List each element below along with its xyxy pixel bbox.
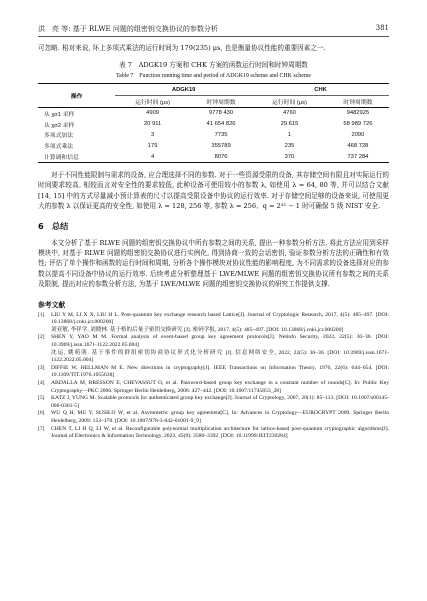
table-cell: 4909: [146, 110, 160, 117]
row-label: 多项式加法: [44, 133, 73, 140]
table-row: [38, 108, 389, 119]
table-cell: 9482925: [346, 110, 370, 117]
reference-item: [2] SHEN Y, YAO M M. Formal analysis of event-based group key agreement protocols[J]. Netinfo Security, 2022, 22(5): 30–36. [DOI: 10.3969/j.issn.1671-1122.2022.05.004]: [38, 334, 389, 349]
reference-item: 沈运, 姚萌萌. 基于事件的群组密钥协商协议形式化分析研究 [J]. 信息网络安全, 2022, 22(5): 30–36. [DOI: 10.3969/j.issn.1671-1122.2022.05.004]: [51, 349, 389, 364]
table-cell: 4760: [283, 110, 296, 117]
table-caption-cn: 表 7 ADGK19 方案和 CHK 方案的函数运行时间和时钟周期数: [119, 61, 308, 70]
row-label: 计算调和信息: [38, 151, 115, 162]
row-label: 从 χσ1 采样: [44, 111, 75, 118]
table-cell: 1: [287, 131, 292, 138]
section-title-summary: 6 总结: [38, 220, 69, 231]
reference-item: [5] KATZ J, YUNG M. Scalable protocols for authenticated group key exchange[J]. Journal of Cryptology, 2007, 20(1): 85–113. [DOI: 10.1007/s00145-006-0361-5]: [38, 395, 389, 409]
subheader: 时钟周期数: [327, 96, 389, 108]
table-cell: 355789: [211, 142, 231, 149]
intro-paragraph: 可忽略. 相对来说, 环上多项式乘法的运行时间为 179(235) μs, 也是衡量协议性能的重要因素之一.: [38, 44, 326, 52]
reference-item: 刘亚敏, 李祥学, 刘晓林. 基于格的后量子密钥交换研究 [J]. 密码学报, 2017, 4(5): 485–497. [DOI: 10.13868/j.cnki.jcr.000200]: [51, 326, 344, 333]
group-header-adgk19: ADGK19: [115, 84, 252, 96]
table-cell: 8076: [190, 151, 252, 162]
subheader: 时钟周期数: [190, 96, 252, 108]
table-cell: 370: [252, 151, 327, 162]
subheader: 运行时间 (μs): [115, 96, 190, 108]
page-number: 381: [375, 24, 389, 32]
row-label: 从 χσ2 采样: [44, 122, 75, 129]
table-row: [38, 151, 389, 162]
reference-list: [38, 312, 389, 441]
table-row: [38, 140, 389, 151]
table-cell: 468 728: [347, 142, 369, 149]
table-cell: 737 284: [327, 151, 389, 162]
reference-item: [1] LIU Y M, LI X X, LIU H L. Post-quantum key exchange research based Lattice[J]. Journal of Cryptologic Research, 2017, 4(5): 485–497. [DOI: 10.13868/j.cnki.jcr.000200]: [38, 311, 389, 326]
table-cell: 41 654 826: [206, 121, 236, 128]
table-row: [38, 130, 389, 141]
table-caption-en: Table 7 Function running time and period of ADGK19 scheme and CHK scheme: [115, 73, 312, 80]
parameter-choice-paragraph: 对于不同性能限制与需求的设备, 应合理选择不同的参数. 对于一些资源受限的设备, 其存储空间有限且对实际运行的时间要求较高, 相较而言对安全性的要求较低, 此种设备可使用较小的参数 λ, 如使用 λ = 64, 80 等, 并可以结合文献 [14, 15] 中的方式尽量减小预计算表的尺寸以提高受限设备中协议的运行效率. 对于存储空间足够的设备来说, 可使用更大的参数 λ 以保证更高的安全性, 如使用 λ = 128, 256 等, 参数 λ = 256、q = 2³² − 1 时可确保 5 级 NIST 安全.: [38, 170, 389, 211]
table-cell: 29 615: [280, 121, 299, 128]
table-cell: 235: [284, 142, 295, 149]
table-cell: 4: [115, 151, 190, 162]
row-label: 多项式乘法: [44, 144, 73, 151]
table-cell: 179: [147, 142, 158, 149]
references-heading: 参考文献: [38, 300, 66, 309]
header-authors-title: 洪 亮 等: 基于 RLWE 问题的组密钥交换协议的参数分析: [38, 25, 218, 33]
table-cell: 3: [150, 131, 155, 138]
paper-page: [38, 24, 389, 441]
reference-item: [7] CHEN T, LI H Q, LI W, et al. Reconfigurable polynomial multiplication architecture for lattice-based post-quantum cryptographic algorithms[J]. Journal of Electronics & Information Technology, 2023, 45(9): 3580–3392. [DOI: 10.11999/JEIT230284]: [38, 425, 389, 440]
table-cell: 20 911: [143, 121, 162, 128]
subheader: 运行时间 (μs): [252, 96, 327, 108]
reference-item: [4] ABDALLA M, BRESSON E, CHEVASSUT O, et al. Password-based group key exchange in a constant number of rounds[C]. In: Public Key Cryptography—PKC 2006. Springer Berlin Heidelberg, 2006: 427–442. [DOI: 10.1007/11745853_28]: [38, 379, 389, 394]
performance-table: [38, 83, 389, 163]
summary-paragraph: 本文分析了基于 RLWE 问题的组密钥交换协议中所有参数之间的关系, 提出一种参数分析方法. 将此方法应用到采样模块中, 对基于 RLWE 问题的组密钥交换协议进行实例化, 得到协商一致的会话密钥, 验证参数分析方法的正确性和有效性; 评估了单个操作和函数的运行时间和周期, 分析各个操作模块对协议性能的影响程度, 为不同需求的设备选择对应的参数以提高不同设备中协议的运行效率. 后续考虑分析整理基于 LWE/MLWE 问题的组密钥交换协议所有参数之间的关系及限制, 提出对应的参数分析方法, 为基于 LWE/MLWE 问题的组密钥交换协议的研究工作提供支撑.: [38, 238, 389, 289]
op-header: 操作: [38, 84, 115, 108]
table-row: [38, 119, 389, 130]
table-cell: 58 989 726: [343, 121, 373, 128]
reference-item: [3] DIFFIE W, HELLMAN M E. New directions in cryptography[J]. IEEE Transactions on Information Theory, 1976, 22(6): 644–654. [DOI: 10.1109/TIT.1976.1055638]: [38, 364, 389, 379]
reference-item: [6] WU Q H, MU Y, SUSILO W, et al. Asymmetric group key agreement[C]. In: Advances in Cryptology—EUROCRYPT 2009. Springer Berlin Heidelberg, 2009: 153–170. [DOI: 10.1007/978-3-642-01001-9_9]: [38, 410, 389, 424]
table-cell: 2090: [351, 131, 365, 138]
group-header-chk: CHK: [252, 84, 389, 96]
running-header: [38, 24, 389, 37]
table-cell: 7735: [214, 131, 228, 138]
table-cell: 9778 430: [208, 110, 234, 117]
